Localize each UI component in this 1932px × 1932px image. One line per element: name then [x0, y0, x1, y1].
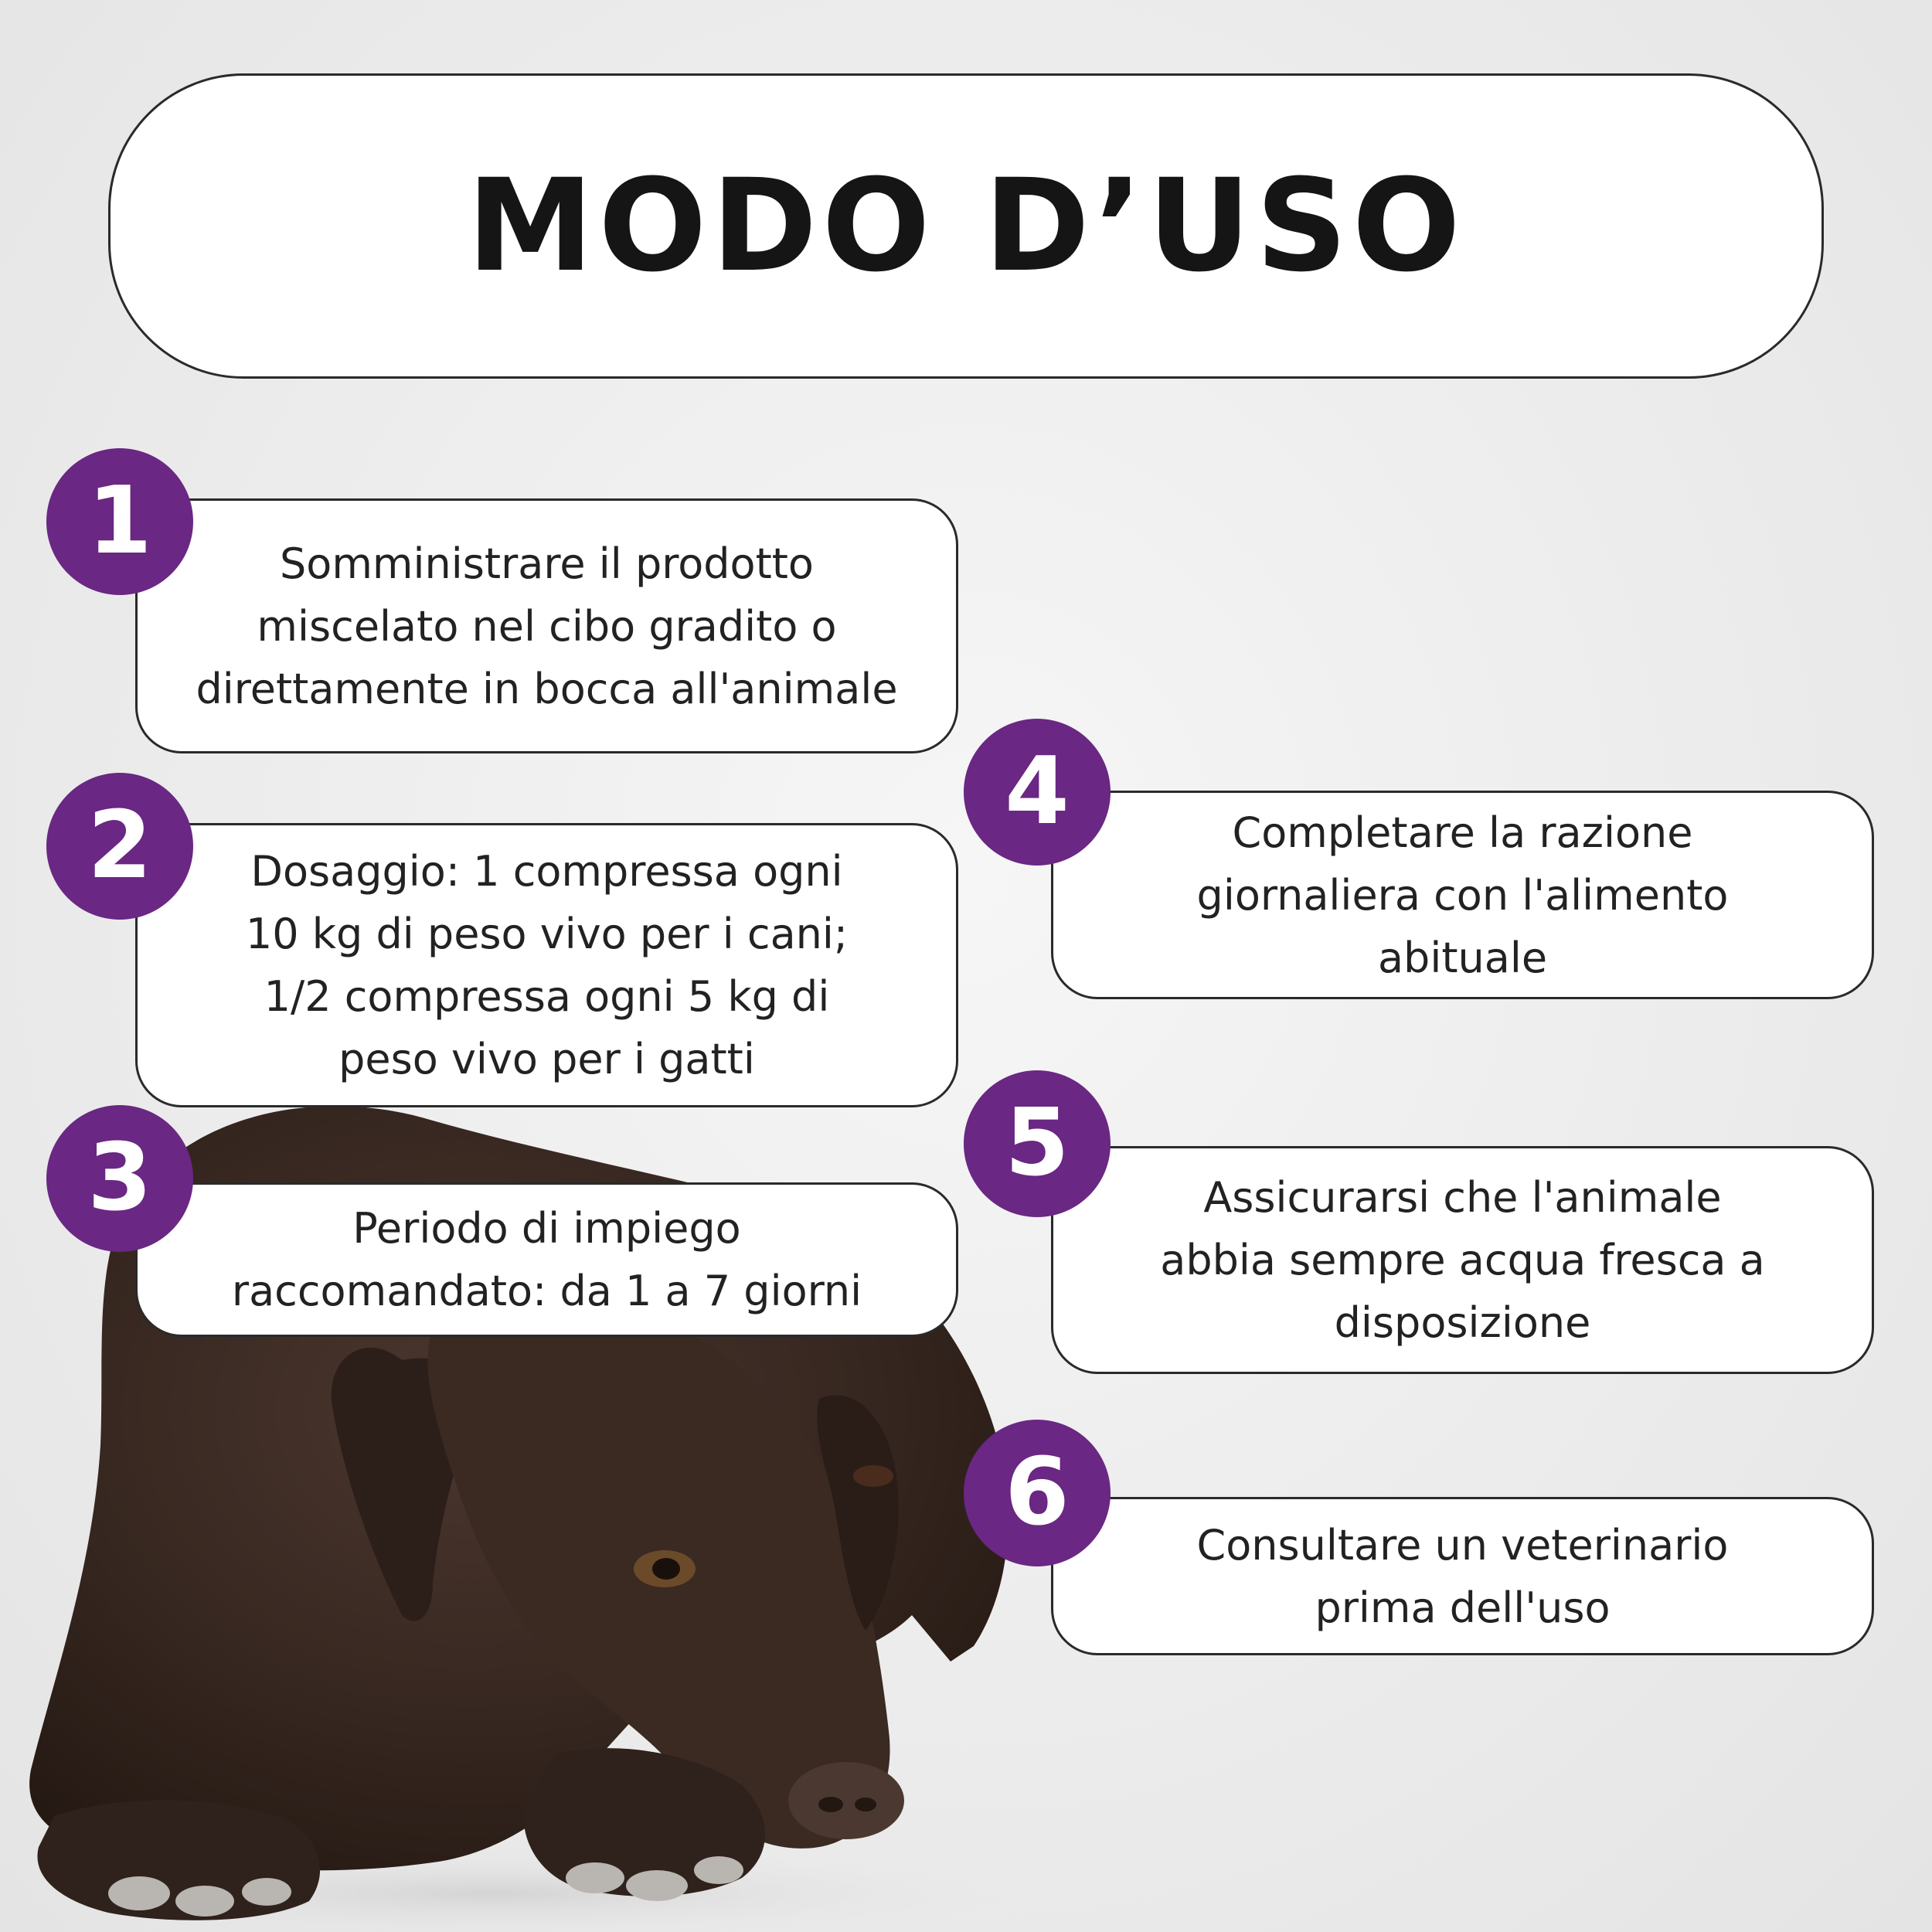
step-3-card: [135, 1182, 958, 1337]
step-4-text: Completare la razione giornaliera con l'alimento abituale: [1196, 808, 1729, 982]
step-3-badge: [46, 1105, 193, 1252]
step-6-number: 6: [1005, 1439, 1070, 1546]
step-2-number: 2: [87, 792, 152, 900]
step-6-card: [1051, 1497, 1874, 1655]
step-4-card: [1051, 791, 1874, 999]
step-3-text: Periodo di impiego raccomandato: da 1 a 7 giorni: [231, 1204, 862, 1315]
step-5-number: 5: [1005, 1090, 1070, 1197]
step-2-text: Dosaggio: 1 compressa ogni 10 kg di peso vivo per i cani; 1/2 compressa ogni 5 kg di peso vivo per i gatti: [245, 847, 849, 1083]
step-5-badge: [964, 1070, 1111, 1217]
step-5-text: Assicurarsi che l'animale abbia sempre acqua fresca a disposizione: [1160, 1173, 1765, 1347]
step-1-number: 1: [87, 468, 152, 575]
page-title: MODO D’USO: [467, 151, 1465, 300]
step-6-badge: [964, 1420, 1111, 1566]
step-1-card: [135, 498, 958, 753]
step-1-badge: [46, 448, 193, 595]
step-4-number: 4: [1005, 738, 1070, 845]
step-6-text: Consultare un veterinario prima dell'uso: [1196, 1520, 1729, 1632]
step-4-badge: [964, 719, 1111, 866]
step-2-badge: [46, 773, 193, 920]
step-3-number: 3: [87, 1124, 152, 1232]
step-5-card: [1051, 1146, 1874, 1374]
title-banner: [108, 73, 1824, 379]
step-2-card: [135, 823, 958, 1107]
step-1-text: Somministrare il prodotto miscelato nel cibo gradito o direttamente in bocca all'animale: [196, 539, 898, 713]
